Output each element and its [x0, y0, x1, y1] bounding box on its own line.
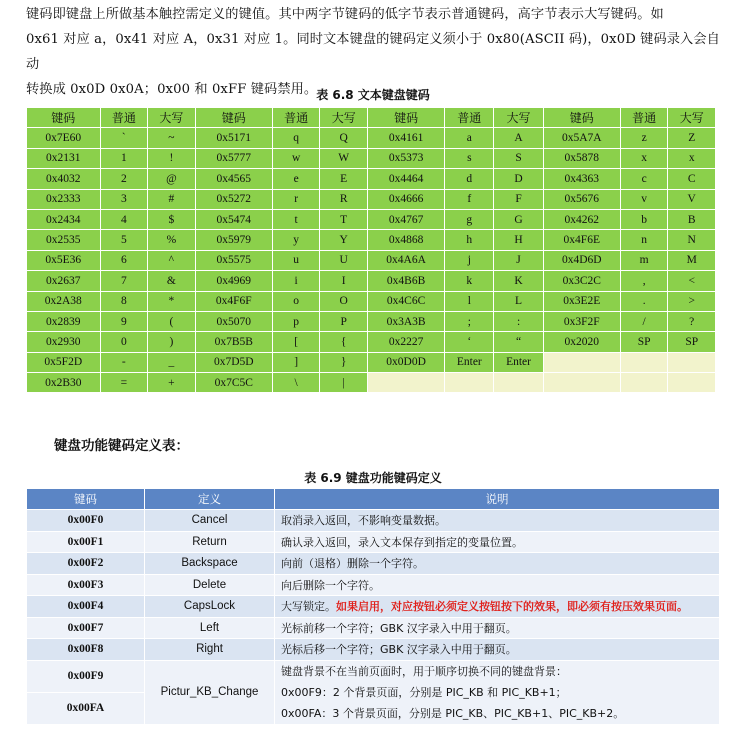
header-cell: 大写 — [148, 108, 196, 128]
header-cell: 普通 — [100, 108, 148, 128]
table-row — [27, 510, 720, 532]
header-cell: 键码 — [543, 108, 620, 128]
table-cell: 0x4C6C — [367, 291, 444, 311]
intro-line-1: 键码即键盘上所做基本触控需定义的键值。其中两字节键码的低字节表示普通键码，高字节表示大写键码。如 — [26, 7, 664, 22]
section-heading: 键盘功能键码定义表： — [54, 438, 189, 454]
table-cell: “ — [494, 332, 543, 352]
table-cell: 0x4767 — [367, 209, 444, 229]
table-cell: 0x5F2D — [27, 352, 101, 372]
table-cell: 0x3E2E — [543, 291, 620, 311]
header-cell: 键码 — [195, 108, 272, 128]
table-cell: : — [494, 311, 543, 331]
table-cell: b — [620, 209, 668, 229]
definition-cell: Backspace — [145, 553, 275, 575]
description-line: 0x00F9：2 个背景页面，分别是 PIC_KB 和 PIC_KB+1； — [281, 685, 567, 699]
table-row — [27, 660, 720, 692]
header-keycode: 键码 — [27, 489, 145, 510]
table-cell: U — [320, 250, 368, 270]
table-cell: ? — [668, 311, 716, 331]
table-cell: 0x4262 — [543, 209, 620, 229]
table-cell — [543, 352, 620, 372]
table-cell: | — [320, 373, 368, 393]
table-cell: x — [668, 148, 716, 168]
table-cell: . — [620, 291, 668, 311]
table-cell: K — [494, 271, 543, 291]
table-cell: \ — [272, 373, 320, 393]
table-cell: m — [620, 250, 668, 270]
table-cell: ` — [100, 128, 148, 148]
header-cell: 大写 — [494, 108, 543, 128]
description-cell — [275, 510, 720, 532]
table-cell: 0x5676 — [543, 189, 620, 209]
table-cell: / — [620, 311, 668, 331]
keycode-cell: 0x00FA — [27, 692, 145, 724]
table-cell: z — [620, 128, 668, 148]
table-cell: 3 — [100, 189, 148, 209]
header-cell: 键码 — [367, 108, 444, 128]
table-cell: ; — [445, 311, 494, 331]
table-row — [27, 148, 716, 168]
table-cell: 6 — [100, 250, 148, 270]
definition-cell: Cancel — [145, 510, 275, 532]
intro-line-3: 转换成 0x0D 0x0A；0x00 和 0xFF 键码禁用。 — [26, 82, 318, 97]
table-cell: r — [272, 189, 320, 209]
table-row — [27, 617, 720, 639]
definition-cell: Pictur_KB_Change — [145, 660, 275, 724]
table-cell: ] — [272, 352, 320, 372]
table-cell: 0x4D6D — [543, 250, 620, 270]
table-cell: E — [320, 169, 368, 189]
table-cell: T — [320, 209, 368, 229]
table-cell: 0x5E36 — [27, 250, 101, 270]
table-cell: N — [668, 230, 716, 250]
table-cell: - — [100, 352, 148, 372]
definition-cell: Delete — [145, 574, 275, 596]
header-cell: 大写 — [668, 108, 716, 128]
table-cell: d — [445, 169, 494, 189]
table-cell: 9 — [100, 311, 148, 331]
table-cell: 0x5979 — [195, 230, 272, 250]
table-cell: C — [668, 169, 716, 189]
table-cell: 0x2637 — [27, 271, 101, 291]
table-cell: 8 — [100, 291, 148, 311]
table-cell: o — [272, 291, 320, 311]
table-cell: Z — [668, 128, 716, 148]
table-cell: R — [320, 189, 368, 209]
table-cell — [543, 373, 620, 393]
table-cell: < — [668, 271, 716, 291]
table-header-row — [27, 489, 720, 510]
table-cell: O — [320, 291, 368, 311]
table-row — [27, 352, 716, 372]
description-text: 确认录入返回，录入文本保存到指定的变量位置。 — [281, 535, 523, 549]
table-cell: G — [494, 209, 543, 229]
table-cell: 1 — [100, 148, 148, 168]
description-line: 键盘背景不在当前页面时，用于顺序切换不同的键盘背景： — [281, 664, 567, 678]
description-cell — [275, 596, 720, 618]
table-cell: 0x3F2F — [543, 311, 620, 331]
description-text: 大写锁定。 — [281, 600, 336, 614]
keycode-cell: 0x00F0 — [27, 510, 145, 532]
table-cell: g — [445, 209, 494, 229]
description-cell — [275, 531, 720, 553]
table-cell: w — [272, 148, 320, 168]
table-cell: W — [320, 148, 368, 168]
table-cell: A — [494, 128, 543, 148]
header-cell: 普通 — [272, 108, 320, 128]
table-cell: 0x2B30 — [27, 373, 101, 393]
table-cell: 0x7D5D — [195, 352, 272, 372]
table-cell: 0x5575 — [195, 250, 272, 270]
table-cell: P — [320, 311, 368, 331]
table-cell: + — [148, 373, 196, 393]
table-row — [27, 373, 716, 393]
table-cell: 0x5474 — [195, 209, 272, 229]
table-cell: 0x4969 — [195, 271, 272, 291]
description-text: 向前（退格）删除一个字符。 — [281, 557, 424, 571]
table-row — [27, 128, 716, 148]
header-definition: 定义 — [145, 489, 275, 510]
table-cell: 0x5A7A — [543, 128, 620, 148]
table-cell — [494, 373, 543, 393]
table-cell: 2 — [100, 169, 148, 189]
table-cell — [445, 373, 494, 393]
table-cell: { — [320, 332, 368, 352]
table-cell: Q — [320, 128, 368, 148]
table-cell: 0x2434 — [27, 209, 101, 229]
table-cell: 0x4032 — [27, 169, 101, 189]
table-cell — [668, 352, 716, 372]
table-cell: u — [272, 250, 320, 270]
table-cell: n — [620, 230, 668, 250]
keycode-cell: 0x00F2 — [27, 553, 145, 575]
table-cell: F — [494, 189, 543, 209]
table-cell: 0x4464 — [367, 169, 444, 189]
table-cell: } — [320, 352, 368, 372]
table-cell: x — [620, 148, 668, 168]
function-keycode-table — [26, 488, 720, 725]
definition-cell: Return — [145, 531, 275, 553]
table-cell: _ — [148, 352, 196, 372]
table-cell: a — [445, 128, 494, 148]
table-cell: 0x3A3B — [367, 311, 444, 331]
table-cell — [620, 352, 668, 372]
description-line: 0x00FA：3 个背景页面，分别是 PIC_KB、PIC_KB+1、PIC_KB+2。 — [281, 706, 625, 720]
table-cell: SP — [668, 332, 716, 352]
table-row — [27, 230, 716, 250]
table-cell: V — [668, 189, 716, 209]
description-text: 光标前移一个字符；GBK 汉字录入中用于翻页。 — [281, 621, 517, 635]
table-cell: = — [100, 373, 148, 393]
table-cell: SP — [620, 332, 668, 352]
table-cell: 0x4F6F — [195, 291, 272, 311]
keycode-cell: 0x00F4 — [27, 596, 145, 618]
table-caption-text-keyboard: 表 6.8 文本键盘键码 — [316, 88, 430, 102]
table-cell: 0x2333 — [27, 189, 101, 209]
table-cell: [ — [272, 332, 320, 352]
table-cell: 0x4F6E — [543, 230, 620, 250]
table-cell: c — [620, 169, 668, 189]
keycode-cell: 0x00F8 — [27, 639, 145, 661]
table-row — [27, 250, 716, 270]
table-cell: & — [148, 271, 196, 291]
table-cell: 0x5878 — [543, 148, 620, 168]
description-cell — [275, 574, 720, 596]
table-row — [27, 596, 720, 618]
table-cell: 0x4363 — [543, 169, 620, 189]
table-cell: ) — [148, 332, 196, 352]
table-cell: D — [494, 169, 543, 189]
table-cell: h — [445, 230, 494, 250]
table-cell: 0 — [100, 332, 148, 352]
table-cell: 0x5777 — [195, 148, 272, 168]
table-cell: 0x2535 — [27, 230, 101, 250]
table-cell — [367, 373, 444, 393]
table-cell: 4 — [100, 209, 148, 229]
table-row — [27, 639, 720, 661]
warning-text: 如果启用，对应按钮必须定义按钮按下的效果，即必须有按压效果页面。 — [336, 600, 688, 614]
table-cell — [668, 373, 716, 393]
table-cell: 0x4565 — [195, 169, 272, 189]
table-cell: k — [445, 271, 494, 291]
table-cell: M — [668, 250, 716, 270]
table-cell: > — [668, 291, 716, 311]
table-cell: 0x2131 — [27, 148, 101, 168]
keycode-cell: 0x00F9 — [27, 660, 145, 692]
keycode-cell: 0x00F3 — [27, 574, 145, 596]
table-cell: Enter — [494, 352, 543, 372]
table-cell: 0x4868 — [367, 230, 444, 250]
intro-line-2: 0x61 对应 a，0x41 对应 A，0x31 对应 1。同时文本键盘的键码定义须小于 0x80(ASCII 码)，0x0D 键码录入会自动 — [26, 32, 720, 72]
table-cell: $ — [148, 209, 196, 229]
table-cell: 0x2839 — [27, 311, 101, 331]
table-cell: 0x5373 — [367, 148, 444, 168]
text-keyboard-keycode-table — [26, 107, 716, 393]
definition-cell: Right — [145, 639, 275, 661]
table-cell: 0x4666 — [367, 189, 444, 209]
header-description: 说明 — [275, 489, 720, 510]
table-header-row — [27, 108, 716, 128]
table-cell: j — [445, 250, 494, 270]
description-text: 向后删除一个字符。 — [281, 578, 380, 592]
table-cell: ^ — [148, 250, 196, 270]
table-cell: I — [320, 271, 368, 291]
keycode-cell: 0x00F1 — [27, 531, 145, 553]
table-row — [27, 553, 720, 575]
table-cell: B — [668, 209, 716, 229]
table-cell: 0x2A38 — [27, 291, 101, 311]
table-cell: 5 — [100, 230, 148, 250]
table-cell: , — [620, 271, 668, 291]
table-cell — [620, 373, 668, 393]
table-cell: @ — [148, 169, 196, 189]
table-cell: 0x7E60 — [27, 128, 101, 148]
table-cell: H — [494, 230, 543, 250]
definition-cell: Left — [145, 617, 275, 639]
keycode-cell: 0x00F7 — [27, 617, 145, 639]
table-cell: L — [494, 291, 543, 311]
table-cell: t — [272, 209, 320, 229]
table-cell: 0x5171 — [195, 128, 272, 148]
table-cell: 0x3C2C — [543, 271, 620, 291]
description-cell — [275, 639, 720, 661]
table-cell: 0x0D0D — [367, 352, 444, 372]
description-cell — [275, 617, 720, 639]
table-row — [27, 332, 716, 352]
table-cell: 0x2227 — [367, 332, 444, 352]
table-caption-function-keys: 表 6.9 键盘功能键码定义 — [304, 471, 442, 485]
table-row — [27, 169, 716, 189]
table-cell: v — [620, 189, 668, 209]
table-cell: q — [272, 128, 320, 148]
table-row — [27, 189, 716, 209]
table-cell: e — [272, 169, 320, 189]
table-cell: 0x2930 — [27, 332, 101, 352]
table-row — [27, 291, 716, 311]
table-cell: * — [148, 291, 196, 311]
table-cell: 0x4161 — [367, 128, 444, 148]
definition-cell: CapsLock — [145, 596, 275, 618]
table-cell: f — [445, 189, 494, 209]
table-cell: l — [445, 291, 494, 311]
table-cell: 0x7B5B — [195, 332, 272, 352]
description-cell — [275, 553, 720, 575]
table-cell: 0x4B6B — [367, 271, 444, 291]
table-row — [27, 209, 716, 229]
table-row — [27, 531, 720, 553]
header-cell: 键码 — [27, 108, 101, 128]
table-cell: % — [148, 230, 196, 250]
table-cell: p — [272, 311, 320, 331]
table-cell: 0x4A6A — [367, 250, 444, 270]
table-cell: J — [494, 250, 543, 270]
table-cell: ! — [148, 148, 196, 168]
table-cell: 7 — [100, 271, 148, 291]
table-cell: ( — [148, 311, 196, 331]
table-cell: ~ — [148, 128, 196, 148]
table-cell: S — [494, 148, 543, 168]
description-cell — [275, 660, 720, 724]
table-cell: # — [148, 189, 196, 209]
table-cell: y — [272, 230, 320, 250]
table-cell: 0x5272 — [195, 189, 272, 209]
table-cell: i — [272, 271, 320, 291]
table-cell: s — [445, 148, 494, 168]
table-row — [27, 271, 716, 291]
table-cell: 0x5070 — [195, 311, 272, 331]
header-cell: 大写 — [320, 108, 368, 128]
header-cell: 普通 — [620, 108, 668, 128]
table-row — [27, 311, 716, 331]
table-cell: 0x7C5C — [195, 373, 272, 393]
header-cell: 普通 — [445, 108, 494, 128]
table-cell: Enter — [445, 352, 494, 372]
description-text: 取消录入返回，不影响变量数据。 — [281, 514, 446, 528]
table-cell: Y — [320, 230, 368, 250]
table-cell: ‘ — [445, 332, 494, 352]
description-text: 光标后移一个字符；GBK 汉字录入中用于翻页。 — [281, 643, 517, 657]
table-cell: 0x2020 — [543, 332, 620, 352]
table-row — [27, 574, 720, 596]
